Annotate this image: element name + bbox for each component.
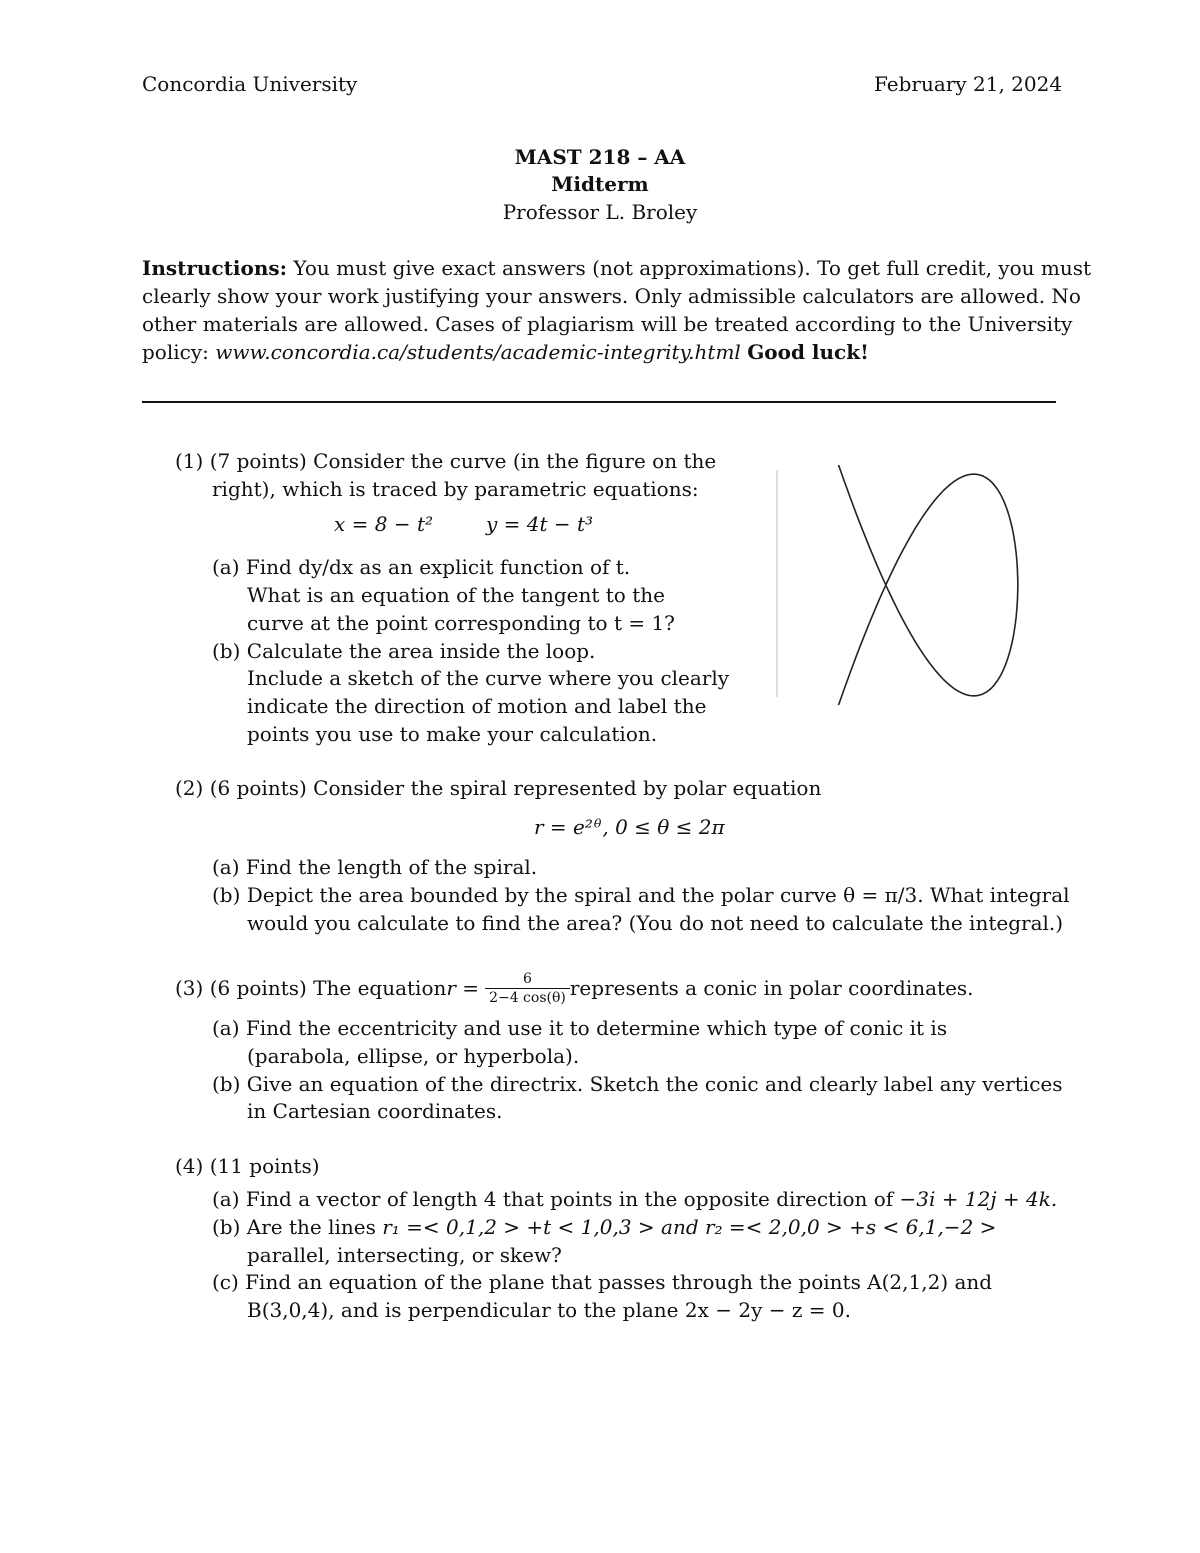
q1-part-b-4: points you use to make your calculation. (247, 722, 658, 746)
q3-line-1: (3) (6 points) The equation r = $\frac{6}{2-4 \cos(\theta)}$ represents a conic in polar coordinates. (175, 970, 974, 1006)
q4-lines: r₁ =< 0,1,2 > +t < 1,0,3 > and r₂ =< 2,0,0 > +s < 6,1,−2 > (382, 1215, 997, 1239)
instructions-line-1: Instructions: You must give exact answers (not approximations). To get full credit, you must (142, 256, 1092, 280)
good-luck: Good luck! (747, 340, 869, 364)
q2-line-1: (2) (6 points) Consider the spiral represented by polar equation (175, 776, 822, 800)
q1-curve-figure (770, 465, 1040, 705)
q1-part-b-1: (b) Calculate the area inside the loop. (212, 639, 596, 663)
q1-part-b-3: indicate the direction of motion and label the (247, 694, 707, 718)
q1-line-2: right), which is traced by parametric equations: (212, 477, 699, 501)
q1-part-a-3: curve at the point corresponding to t = 1? (247, 611, 675, 635)
instructions-line-4: policy: www.concordia.ca/students/academic-integrity.html Good luck! (142, 340, 869, 364)
q2-equation: r = e²ᶿ, 0 ≤ θ ≤ 2π (534, 815, 725, 839)
q2-part-b-2: would you calculate to find the area? (You do not need to calculate the integral.) (247, 911, 1064, 935)
q1-equation-x: x = 8 − t² (334, 512, 434, 536)
q1-part-a-1: (a) Find dy/dx as an explicit function of t. (212, 555, 631, 579)
exam-date: February 21, 2024 (874, 72, 1063, 96)
course-title: MAST 218 – AA (514, 145, 686, 169)
q3-part-a-2: (parabola, ellipse, or hyperbola). (247, 1044, 580, 1068)
q1-equation-y: y = 4t − t³ (486, 512, 594, 536)
q3-part-b-1: (b) Give an equation of the directrix. Sketch the conic and clearly label any vertices (212, 1072, 1063, 1096)
q4-vector: −3i + 12j + 4k. (899, 1187, 1058, 1211)
instructions-line-2: clearly show your work justifying your answers. Only admissible calculators are allowed. No (142, 284, 1081, 308)
divider (142, 401, 1056, 403)
q4-part-c-1: (c) Find an equation of the plane that passes through the points A(2,1,2) and (212, 1270, 993, 1294)
instructions-label: Instructions: (142, 256, 288, 280)
q4-part-c-2: B(3,0,4), and is perpendicular to the plane 2x − 2y − z = 0. (247, 1298, 851, 1322)
q1-part-b-2: Include a sketch of the curve where you clearly (247, 666, 730, 690)
q3-part-b-2: in Cartesian coordinates. (247, 1099, 503, 1123)
integrity-link[interactable]: www.concordia.ca/students/academic-integrity.html (215, 340, 741, 364)
instructions-line-3: other materials are allowed. Cases of plagiarism will be treated according to the University (142, 312, 1073, 336)
q2-part-b-1: (b) Depict the area bounded by the spiral and the polar curve θ = π/3. What integral (212, 883, 1070, 907)
q3-part-a-1: (a) Find the eccentricity and use it to determine which type of conic it is (212, 1016, 948, 1040)
professor-name: Professor L. Broley (502, 200, 698, 224)
q4-part-b-1: (b) Are the lines r₁ =< 0,1,2 > +t < 1,0,3 > and r₂ =< 2,0,0 > +s < 6,1,−2 > (212, 1215, 997, 1239)
q4-part-b-2: parallel, intersecting, or skew? (247, 1243, 562, 1267)
q1-part-a-2: What is an equation of the tangent to the (247, 583, 665, 607)
q1-line-1: (1) (7 points) Consider the curve (in the figure on the (175, 449, 717, 473)
q4-line-1: (4) (11 points) (175, 1154, 320, 1178)
university-name: Concordia University (142, 72, 358, 96)
q2-part-a: (a) Find the length of the spiral. (212, 855, 538, 879)
exam-title: Midterm (551, 172, 649, 196)
q4-part-a: (a) Find a vector of length 4 that points in the opposite direction of −3i + 12j + 4k. (212, 1187, 1058, 1211)
q3-fraction: $\frac{6}{2-4 \cos(\theta)}$ (485, 970, 570, 1007)
